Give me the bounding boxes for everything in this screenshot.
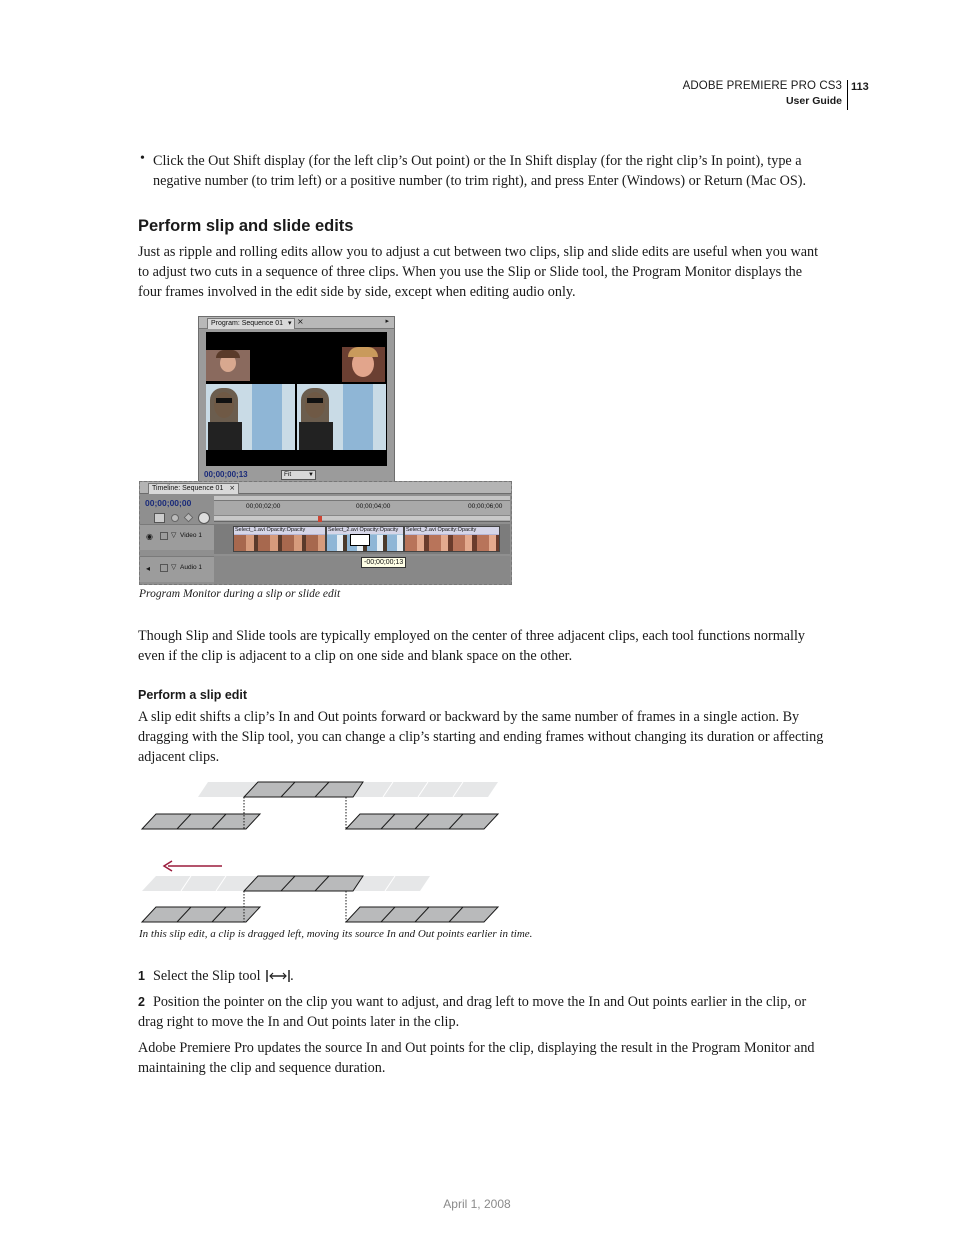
- marker-icon: [171, 514, 179, 522]
- slip-tool-icon: [266, 969, 290, 983]
- step-text: Position the pointer on the clip you want to adjust, and drag left to move the In and Out points earlier in the clip, or drag right to move the In and Out points later in the clip.: [138, 994, 807, 1030]
- ruler-label: 00;00;04;00: [356, 503, 391, 510]
- section-title: Perform slip and slide edits: [138, 217, 354, 235]
- tab-menu-icon: ▾: [287, 320, 292, 327]
- panel-menu-icon: ▸: [385, 317, 389, 325]
- running-header: [683, 79, 842, 109]
- monitor-tab: [207, 318, 295, 329]
- clip-label: Select_2.avi Opacity:Opacity: [405, 527, 499, 534]
- intro-bullet-text: Click the Out Shift display (for the left clip’s Out point) or the In Shift display (for the right clip’s In point), type a negative number (to trim left) or a positive number (to trim right), and press Enter (Windows) or Return (Mac OS).: [153, 153, 807, 189]
- time-ruler: [214, 496, 510, 522]
- step-number: 2: [138, 995, 145, 1009]
- video-track-area: [214, 524, 510, 554]
- expand-icon: ▽: [171, 531, 177, 539]
- section-intro: Just as ripple and rolling edits allow you to adjust a cut between two clips, slip and slide edits are useful when you want to adjust two cuts in a sequence of three clips. When you use the Slip or Slide tool, the Program Monitor displays the four frames involved in the edit side by side, except when editing audio only.: [138, 244, 819, 300]
- slip-cursor-icon: [350, 534, 370, 546]
- guide-name: User Guide: [785, 95, 842, 107]
- snap-icon: [154, 513, 165, 523]
- four-up-video-display: [206, 332, 387, 466]
- slip-edit-diagram: [138, 777, 506, 927]
- page-number: 113: [851, 81, 869, 93]
- monitor-footer: [201, 469, 391, 481]
- close-icon: ×: [229, 484, 236, 492]
- work-area-bar: [214, 515, 510, 520]
- frame-outgoing-left: [206, 350, 250, 381]
- figure1-caption: Program Monitor during a slip or slide edit: [139, 588, 341, 600]
- timeline-tab-bar: [140, 482, 511, 494]
- zoom-select-value: Fit: [284, 471, 292, 478]
- zoom-scrollbar: [214, 496, 510, 501]
- clip-select-1: [233, 526, 326, 552]
- chevron-down-icon: ▼: [308, 472, 314, 478]
- close-icon: ×: [297, 317, 304, 326]
- monitor-tab-label: Program: Sequence 01: [211, 320, 283, 327]
- left-arrow-icon: [164, 861, 222, 871]
- adjacent-paragraph: Though Slip and Slide tools are typically employed on the center of three adjacent clips, each tool functions normally even if the clip is adjacent to a clip on one side and blank space on the other.: [138, 628, 806, 664]
- clip-thumbnails: [405, 535, 499, 552]
- frame-slip-out: [297, 384, 386, 450]
- zoom-select: [281, 470, 316, 480]
- bullet-icon: •: [140, 151, 145, 166]
- bottom-source-strip: [142, 876, 430, 891]
- ruler-label: 00;00;06;00: [468, 503, 503, 510]
- step-suffix: .: [290, 968, 294, 984]
- ruler-label: 00;00;02;00: [246, 503, 281, 510]
- product-name: ADOBE PREMIERE PRO CS3: [682, 80, 842, 92]
- footer-date: April 1, 2008: [443, 1197, 511, 1211]
- subsection-body: A slip edit shifts a clip’s In and Out points forward or backward by the same number of frames in a single action. By dragging with the Slip tool, you can change a clip’s starting and ending frames without changing its duration or affecting adjacent clips.: [138, 709, 824, 765]
- top-source-strip: [198, 782, 498, 797]
- subsection-title: Perform a slip edit: [138, 688, 248, 702]
- timeline-tab: [148, 483, 239, 494]
- slip-offset-tooltip: -00;00;00;13: [361, 557, 406, 568]
- step-2: [138, 992, 828, 1032]
- clip-label: Select_2.avi Opacity:Opacity: [327, 527, 403, 534]
- monitor-tab-bar: [199, 317, 394, 329]
- playhead-icon: [318, 516, 322, 522]
- audio-track-name: Audio 1: [180, 564, 203, 571]
- eye-icon: ◉: [146, 532, 153, 541]
- step-text: Select the Slip tool: [152, 968, 261, 984]
- speaker-icon: ◂: [146, 564, 151, 573]
- bottom-sequence-clips: [142, 891, 498, 922]
- timeline-timecode: 00;00;00;00: [145, 498, 192, 508]
- expand-icon: ▽: [171, 563, 177, 571]
- step-1: [138, 966, 828, 986]
- audio-track-header: [140, 556, 214, 582]
- lock-icon: [160, 532, 168, 540]
- timeline-screenshot: [139, 481, 512, 585]
- timeline-tab-label: Timeline: Sequence 01: [152, 485, 224, 492]
- closing-paragraph: Adobe Premiere Pro updates the source In and Out points for the clip, displaying the result in the Program Monitor and maintaining the clip and sequence duration.: [138, 1040, 815, 1076]
- lock-icon: [160, 564, 168, 572]
- keyframe-icon: [184, 513, 194, 523]
- figure2-caption: In this slip edit, a clip is dragged left, moving its source In and Out points earlier in time.: [139, 928, 533, 940]
- clip-thumbnails: [234, 535, 325, 552]
- program-monitor-screenshot: [198, 316, 395, 483]
- zoom-out-icon: [198, 512, 210, 524]
- clip-select-3: [404, 526, 500, 552]
- clip-label: Select_1.avi Opacity:Opacity: [234, 527, 325, 534]
- top-sequence-clips: [142, 797, 498, 829]
- monitor-timecode: 00;00;00;13: [204, 470, 248, 479]
- video-track-header: [140, 524, 214, 550]
- frame-incoming-right: [342, 347, 385, 382]
- frame-slip-in: [206, 384, 295, 450]
- step-number: 1: [138, 969, 145, 983]
- header-divider: [847, 80, 848, 110]
- video-track-name: Video 1: [180, 532, 202, 539]
